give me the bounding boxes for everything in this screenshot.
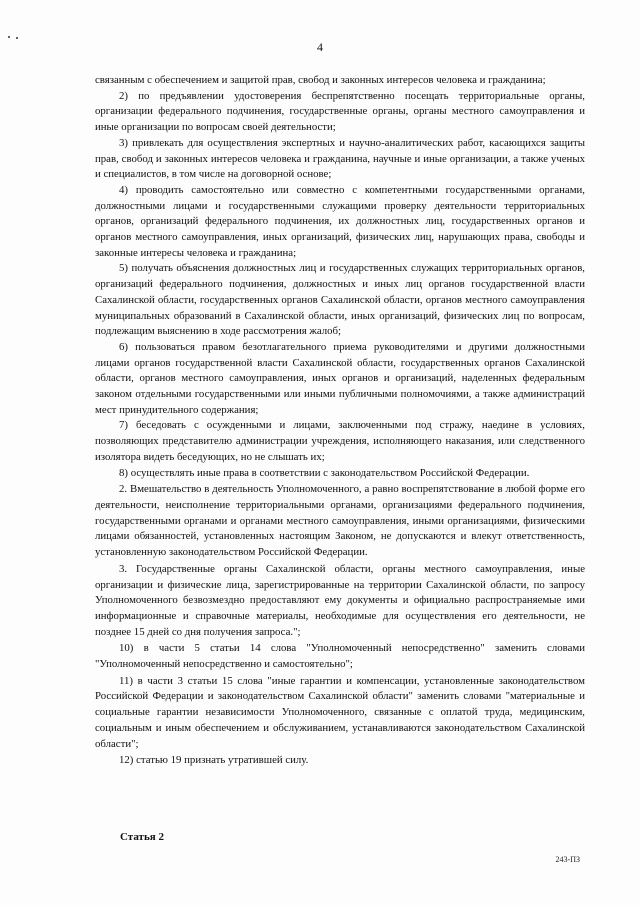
paragraph-item-8: 8) осуществлять иные права в соответствии с законодательством Российской Федерации.	[119, 466, 530, 479]
page-number: 4	[317, 40, 323, 54]
scan-speck	[8, 36, 10, 38]
paragraph-amendment-10: 10) в части 5 статьи 14 слова "Уполномоченный непосредственно" заменить словами "Уполномоченный непосредственно и самостоятельно";	[95, 642, 585, 671]
paragraph-item-2: 2) по предъявлении удостоверения беспрепятственно посещать территориальные органы, организации федерального подчинения, государственные органы, органы местного самоуправления и иные организации по вопросам своей деятельности;	[95, 89, 585, 134]
paragraph-part-3: 3. Государственные органы Сахалинской области, органы местного самоуправления, иные организации и физические лица, зарегистрированные на территории Сахалинской области, по запросу Уполномоченного безвозмездно предоставляют ему документы и официально распространяемые ими информационные и справочные материалы, необходимые для осуществления его деятельности, не позднее 15 дней со дня получения запроса.";	[95, 562, 585, 638]
paragraph-item-3: 3) привлекать для осуществления экспертных и научно-аналитических работ, касающихся защиты прав, свобод и законных интересов человека и гражданина, научные и иные организации, а также ученых и специалистов, в том числе на договорной основе;	[95, 136, 585, 181]
paragraph-amendment-11: 11) в части 3 статьи 15 слова "иные гарантии и компенсации, установленные законодательством Российской Федерации и законодательством Сахалинской области" заменить словами "материальные и социальные гарантии независимости Уполномоченного, связанные с оплатой труда, медицинским, социальным и иным обеспечением и обслуживанием, устанавливаются законодательством Сахалинской области";	[95, 674, 585, 750]
article-heading: Статья 2	[120, 831, 164, 843]
scan-speck	[16, 37, 18, 39]
document-body	[95, 73, 585, 769]
paragraph-amendment-12: 12) статью 19 признать утратившей силу.	[119, 754, 309, 767]
paragraph-continuation: связанным с обеспечением и защитой прав, свобод и законных интересов человека и гражданина;	[95, 74, 546, 86]
paragraph-item-7: 7) беседовать с осужденными и лицами, заключенными под стражу, наедине в условиях, позволяющих представителю администрации учреждения, исполняющего наказания, или следственного изолятора видеть беседующих, но не слышать их;	[95, 419, 585, 463]
paragraph-item-4: 4) проводить самостоятельно или совместно с компетентными государственными органами, должностными лицами и государственными служащими проверку деятельности территориальных органов, организаций федерального подчинения, их должностных лиц, государственных органов и органов местного самоуправления, иных организаций, физических лиц, нарушающих права, свободы и законные интересы человека и гражданина;	[95, 183, 585, 259]
paragraph-item-5: 5) получать объяснения должностных лиц и государственных служащих территориальных органов, организаций федерального подчинения, должностных и иных лиц органов государственной власти Сахалинской области, государственных органов Сахалинской области, органов местного самоуправления муниципальных образований в Сахалинской области, иных организаций, физических лиц по вопросам, подлежащим выяснению в ходе рассмотрения жалоб;	[95, 262, 585, 338]
paragraph-item-6: 6) пользоваться правом безотлагательного приема руководителями и другими должностными лицами органов государственной власти Сахалинской области, государственных органов Сахалинской области, органов местного самоуправления, иных органов и организаций, наделенных федеральным законом отдельными государственными или иными публичными полномочиями, а также администраций мест принудительного содержания;	[95, 340, 585, 416]
document-code: 243-ПЗ	[555, 855, 580, 864]
paragraph-part-2: 2. Вмешательство в деятельность Уполномоченного, а равно воспрепятствование в любой форме его деятельности, неисполнение территориальными органами, организациями федерального подчинения, государственными органами и органами местного самоуправления, иными организациями, физическими лицами обязанностей, установленных настоящим Законом, не допускаются и влекут ответственность, установленную законодательством Российской Федерации.	[95, 483, 585, 559]
